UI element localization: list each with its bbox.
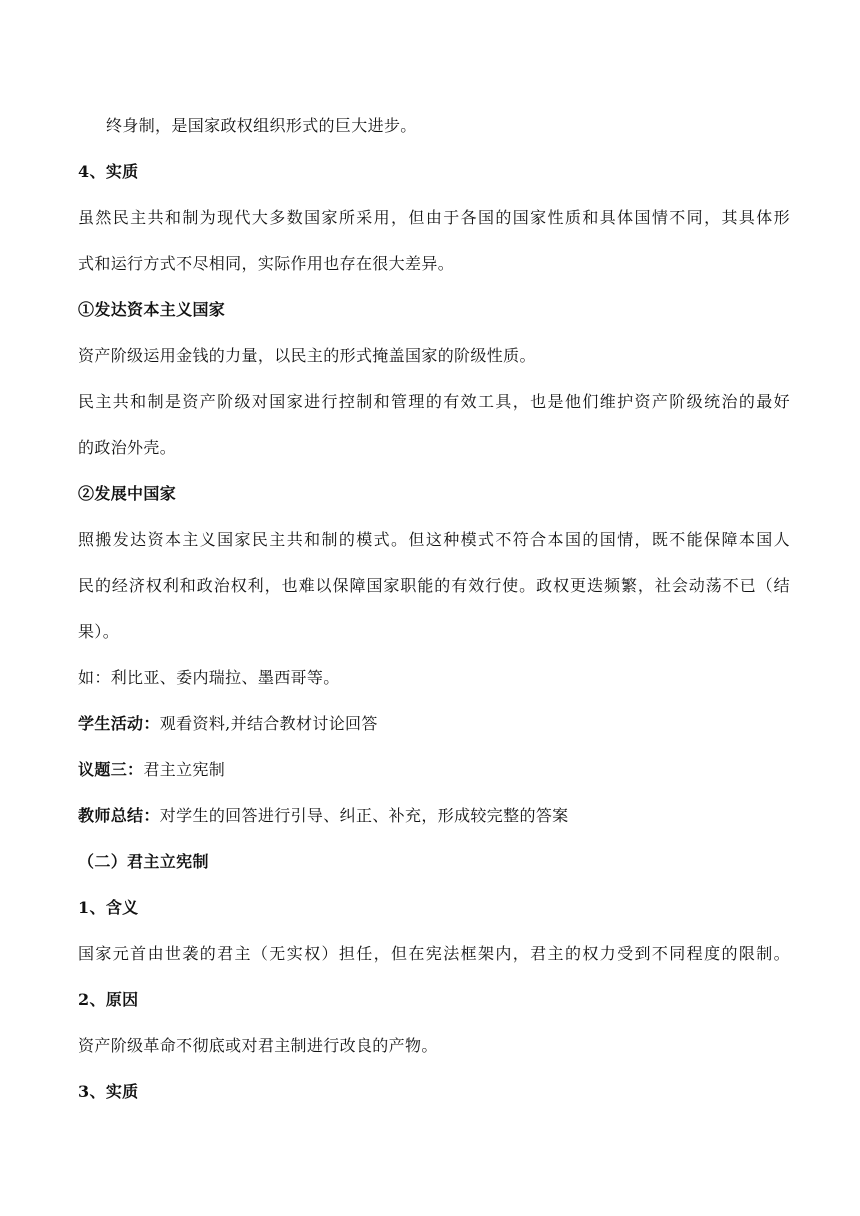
paragraph-line: 终身制，是国家政权组织形式的巨大进步。 [106,116,417,135]
heading-substance-2: 3、实质 [78,1082,139,1101]
student-activity-text: 观看资料,并结合教材讨论回答 [159,714,378,733]
section-heading: （二）君主立宪制 [78,852,209,871]
paragraph-line: 民主共和制是资产阶级对国家进行控制和管理的有效工具，也是他们维护资产阶级统治的最好 [78,392,790,411]
topic-label: 议题三： [78,760,144,779]
paragraph-line: 式和运行方式不尽相同，实际作用也存在很大差异。 [78,254,455,273]
teacher-summary-line [78,806,790,826]
paragraph-line: 资产阶级运用金钱的力量，以民主的形式掩盖国家的阶级性质。 [78,346,536,365]
heading-reason: 2、原因 [78,990,139,1009]
paragraph-line: 国家元首由世袭的君主（无实权）担任，但在宪法框架内，君主的权力受到不同程度的限制。 [78,944,790,963]
student-activity-label: 学生活动： [78,714,160,733]
heading-substance: 4、实质 [78,162,139,181]
paragraph-line: 的政治外壳。 [78,438,177,457]
teacher-summary-text: 对学生的回答进行引导、纠正、补充，形成较完整的答案 [159,806,569,825]
topic-line [78,760,790,780]
paragraph-line: 虽然民主共和制为现代大多数国家所采用，但由于各国的国家性质和具体国情不同，其具体形 [78,208,790,227]
paragraph-line: 民的经济权利和政治权利，也难以保障国家职能的有效行使。政权更迭频繁，社会动荡不已（结 [78,576,790,595]
heading-developing-countries: ②发展中国家 [78,484,177,503]
topic-text: 君主立宪制 [143,760,226,779]
heading-meaning: 1、含义 [78,898,139,917]
paragraph-line: 资产阶级革命不彻底或对君主制进行改良的产物。 [78,1036,438,1055]
paragraph-line: 如：利比亚、委内瑞拉、墨西哥等。 [78,668,340,687]
teacher-summary-label: 教师总结： [78,806,160,825]
paragraph-line: 果）。 [78,622,120,641]
student-activity-line [78,714,790,734]
paragraph-line: 照搬发达资本主义国家民主共和制的模式。但这种模式不符合本国的国情，既不能保障本国人 [78,530,790,549]
heading-developed-countries: ①发达资本主义国家 [78,300,226,319]
